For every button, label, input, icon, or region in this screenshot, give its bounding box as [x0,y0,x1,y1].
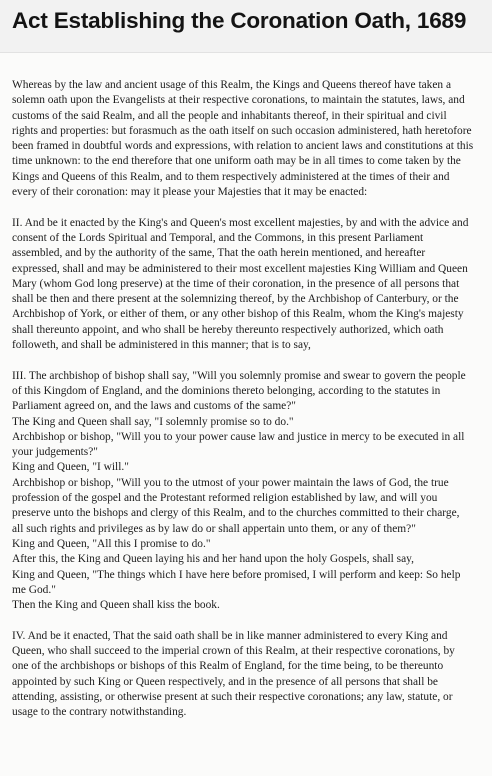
paragraph-3 [12,369,489,614]
text-line: one of the archbishops or bishops of this Realm of England, for the time being, to be thereunto [12,660,444,673]
text-line: assembled, and by the authority of the same, That the oath herein mentioned, and hereafter [12,247,426,260]
text-line: rights and properties: but forasmuch as the oath itself on such occasion administered, hath heretofore [12,124,472,137]
paragraph-4 [12,629,489,721]
text-line: shall thereunto appoint, and who shall be hereby thereunto respectively authorized, which oath [12,323,444,336]
text-line: King and Queen, "All this I promise to do." [12,537,211,550]
text-line: III. The archbishop of bishop shall say, "Will you solemnly promise and swear to govern the people [12,369,466,382]
text-line: profession of the gospel and the Protestant reformed religion established by law, and will you [12,492,438,505]
text-line: King and Queen, "I will." [12,461,129,474]
paragraph-2 [12,216,489,354]
text-line: me God." [12,583,56,596]
title-bar [0,0,492,53]
text-line: time unknown: to the end therefore that one uniform oath may be in all times to come taken by the [12,155,461,168]
text-line: II. And be it enacted by the King's and Queen's most excellent majesties, by and with the advice and [12,216,469,229]
text-line: Parliament agreed on, and the laws and customs of the same?" [12,400,296,413]
text-line: Mary (whom God long preserve) at the time of their coronation, in the presence of all persons that [12,277,460,290]
text-line: Whereas by the law and ancient usage of this Realm, the Kings and Queens thereof have taken a [12,79,452,91]
text-line: consent of the Lords Spiritual and Temporal, and the Commons, in this present Parliament [12,231,424,244]
text-line: King and Queen, "The things which I have here before promised, I will perform and keep: So help [12,568,461,581]
text-line: expressed, shall and may be administered to their most excellent majesties King William and Queen [12,262,468,275]
text-line: preserve unto the bishops and clergy of this Realm, and to the churches committed to their charge, [12,507,460,520]
text-line: Archbishop of York, or either of them, or any other bishop of this Realm, whom the King's majesty [12,308,464,321]
text-line: attending, assisting, or otherwise present at such their respective coronations; any law, statute, or [12,690,453,703]
document-title: Act Establishing the Coronation Oath, 1689 [12,8,467,33]
document-body [12,78,489,736]
text-line: followeth, and shall be administered in this manner; that is to say, [12,339,311,352]
text-line: appointed by such King or Queen respectively, and in the presence of all persons that shall be [12,675,438,688]
text-line: Kings and Queens of this Realm, and to them respectively administered at the times of their and [12,170,450,183]
text-line: your judgements?" [12,446,98,459]
text-line: all such rights and privileges as by law do or shall appertain unto them, or any of them?" [12,522,416,535]
text-line: solemn oath upon the Evangelists at their respective coronations, to maintain the statutes, laws, and [12,94,465,107]
text-line: every of their coronation: may it please your Majesties that it may be enacted: [12,186,368,199]
text-line: usage to the contrary notwithstanding. [12,706,187,719]
text-line: Queen, who shall succeed to the imperial crown of this Realm, at their respective coronations, by [12,644,455,657]
text-line: The King and Queen shall say, "I solemnly promise so to do." [12,415,294,428]
text-line: shall be then and there present at the solemnizing thereof, by the Archbishop of Canterbury, or the [12,293,459,306]
text-line: Archbishop or bishop, "Will you to the utmost of your power maintain the laws of God, the true [12,476,449,489]
text-line: Then the King and Queen shall kiss the book. [12,599,220,612]
text-line: of this Kingdom of England, and the dominions thereto belonging, according to the statutes in [12,384,441,397]
text-line: customs of the said Realm, and all the people and inhabitants thereof, in their spiritual and civil [12,109,447,122]
paragraph-1 [12,78,489,200]
text-line: been framed in doubtful words and expressions, with relation to ancient laws and constitutions at this [12,140,474,153]
text-line: IV. And be it enacted, That the said oath shall be in like manner administered to every King and [12,629,448,642]
text-line: After this, the King and Queen laying his and her hand upon the holy Gospels, shall say, [12,553,414,566]
text-line: Archbishop or bishop, "Will you to your power cause law and justice in mercy to be executed in all [12,430,465,443]
